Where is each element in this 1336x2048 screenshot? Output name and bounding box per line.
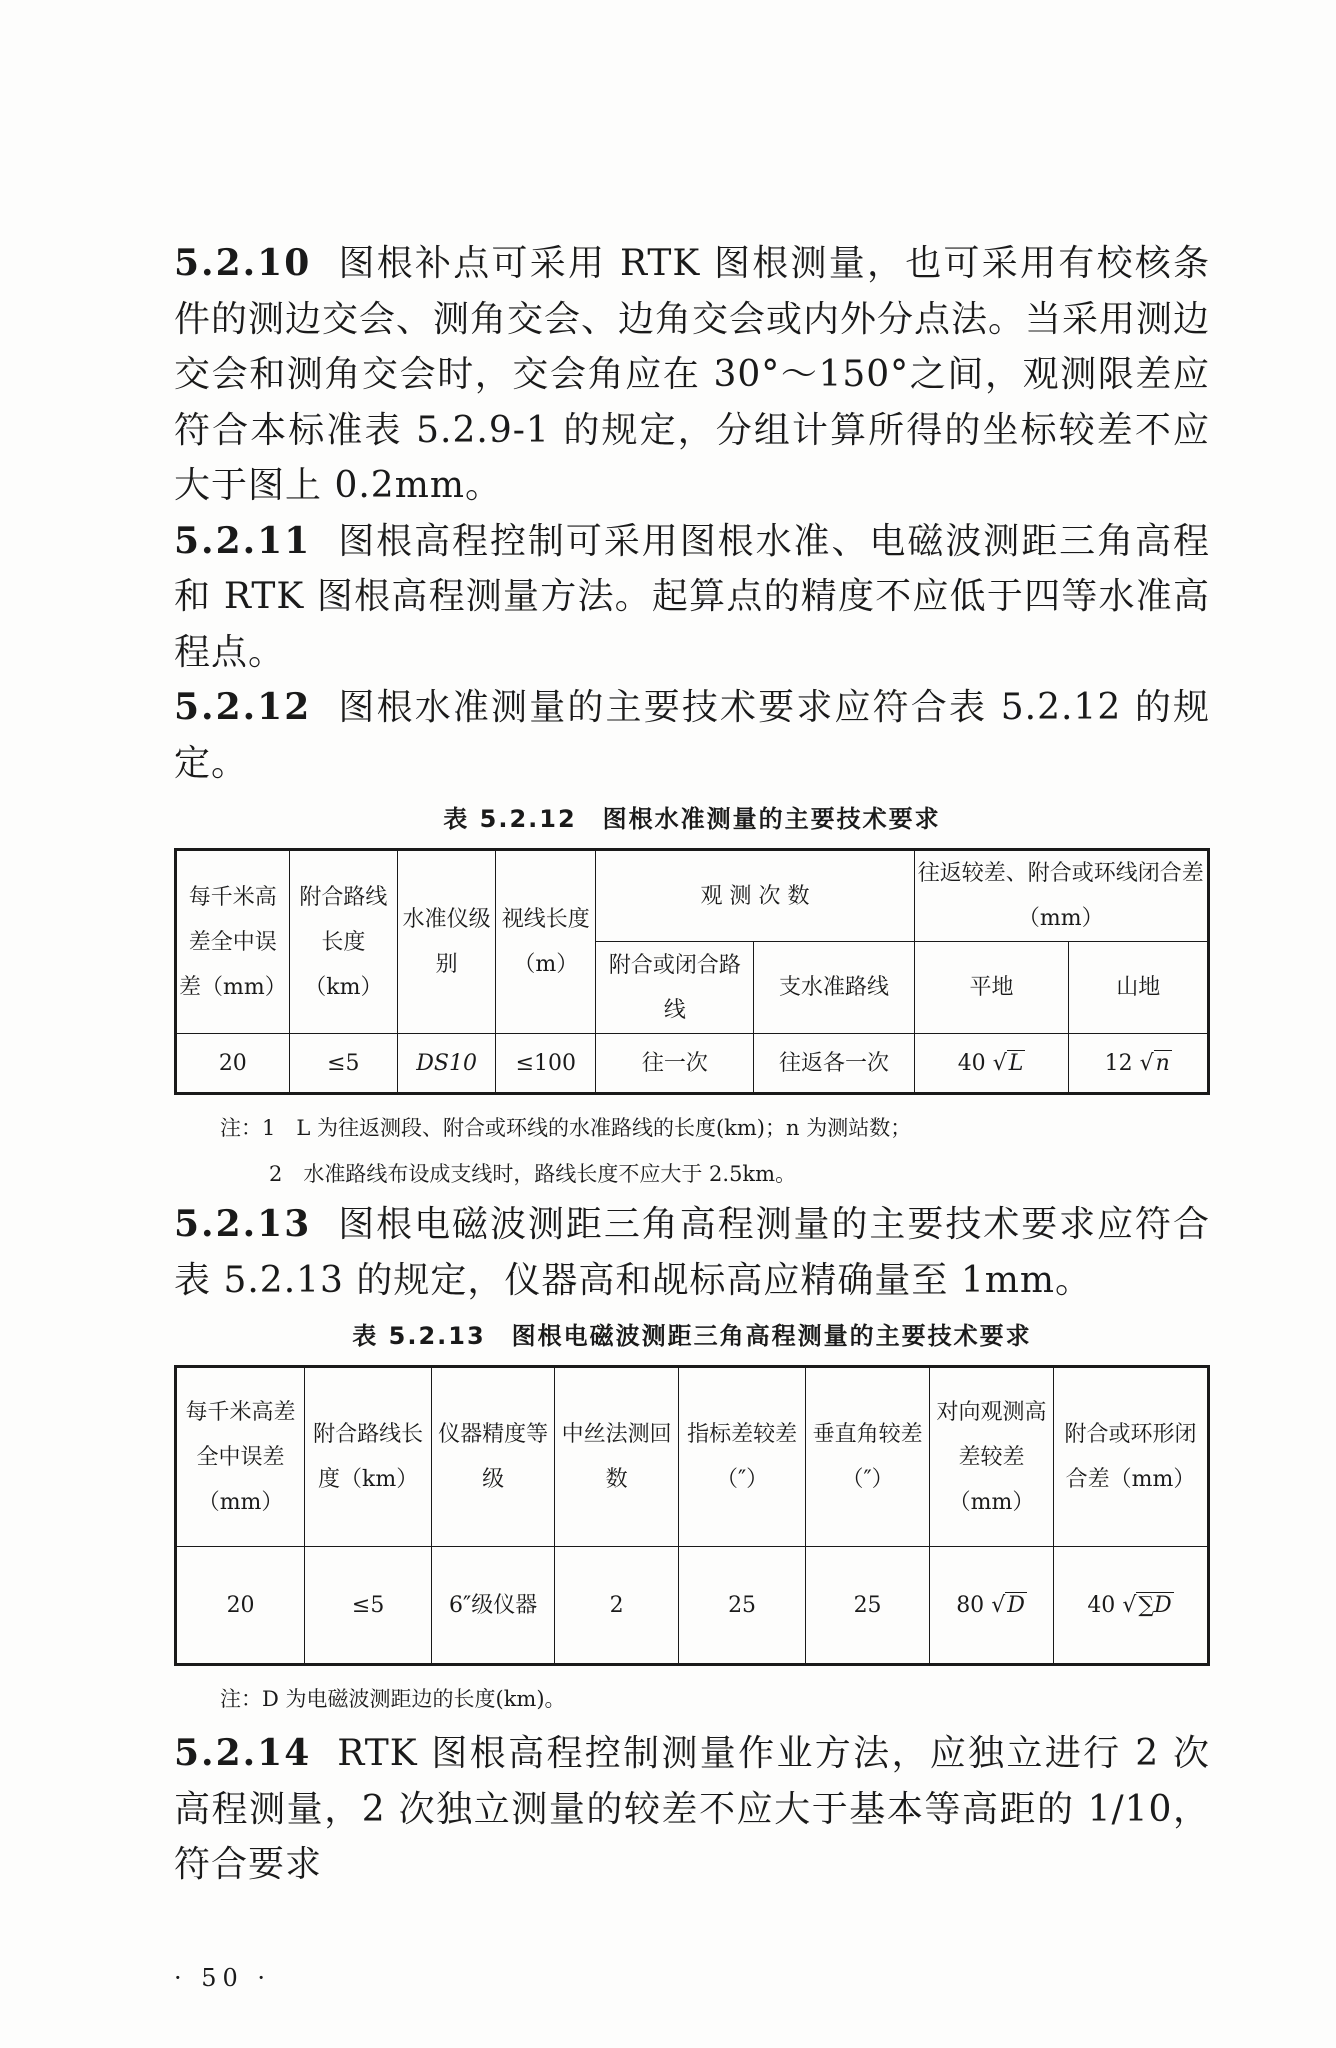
table-note-1 <box>174 1105 1210 1151</box>
header-loop-closure: 附合或环形闭合差（mm） <box>1054 1367 1209 1547</box>
formula-coefficient: 40 <box>957 1050 986 1076</box>
table-cell: 6″级仪器 <box>432 1547 555 1665</box>
table-cell: 25 <box>806 1547 930 1665</box>
header-branch-route: 支水准路线 <box>754 942 914 1034</box>
clause-5-2-13 <box>174 1197 1210 1308</box>
formula-variable: n <box>1155 1050 1170 1076</box>
clause-5-2-12 <box>174 680 1210 791</box>
header-closed-route: 附合或闭合路线 <box>596 942 754 1034</box>
sqrt-symbol: √L <box>992 1050 1024 1076</box>
mountain-formula <box>1069 1034 1209 1094</box>
header-error: 每千米高差全中误差（mm） <box>176 1367 305 1547</box>
opposite-formula <box>930 1547 1054 1665</box>
header-route-length: 附合路线长度（km） <box>289 850 397 1034</box>
table-cell: 往返各一次 <box>754 1034 914 1094</box>
clause-number: 5.2.12 <box>174 686 312 728</box>
formula-coefficient: 12 <box>1104 1050 1133 1076</box>
table-cell: ≤100 <box>496 1034 596 1094</box>
header-observation-count: 观 测 次 数 <box>596 850 914 942</box>
note-text: 1 L 为往返测段、附合或环线的水准路线的长度(km)；n 为测站数； <box>262 1116 912 1140</box>
formula-coefficient: 80 <box>956 1592 985 1618</box>
header-rounds: 中丝法测回数 <box>555 1367 679 1547</box>
table-cell: ≤5 <box>305 1547 432 1665</box>
table-note-2: 2 水准路线布设成支线时，路线长度不应大于 2.5km。 <box>269 1162 797 1186</box>
clause-number: 5.2.14 <box>174 1732 312 1774</box>
table-cell: 20 <box>176 1547 305 1665</box>
table-cell: DS10 <box>398 1034 496 1094</box>
trig-leveling-requirements-table <box>174 1365 1210 1666</box>
clause-5-2-10 <box>174 236 1210 514</box>
table-cell: 往一次 <box>596 1034 754 1094</box>
page-content <box>174 236 1210 1893</box>
clause-text: RTK 图根高程控制测量作业方法，应独立进行 2 次高程测量，2 次独立测量的较差不应大于基本等高距的 1/10，符合要求 <box>174 1733 1210 1885</box>
header-instrument-grade: 仪器精度等级 <box>432 1367 555 1547</box>
header-vertical-angle: 垂直角较差（″） <box>806 1367 930 1547</box>
sqrt-symbol: √∑D <box>1122 1592 1172 1618</box>
header-level-grade: 水准仪级别 <box>398 850 496 1034</box>
table-note: 注：D 为电磁波测距边的长度(km)。 <box>220 1687 566 1711</box>
header-error: 每千米高差全中误差（mm） <box>176 850 290 1034</box>
header-opposite-obs: 对向观测高差较差（mm） <box>930 1367 1054 1547</box>
header-closure-difference: 往返较差、附合或环线闭合差（mm） <box>914 850 1208 942</box>
clause-text: 图根补点可采用 RTK 图根测量，也可采用有校核条件的测边交会、测角交会、边角交会或内外分点法。当采用测边交会和测角交会时，交会角应在 30°～150°之间，观测限差应符合本标准表 5.2.9-1 的规定，分组计算所得的坐标较差不应大于图上 0.2mm。 <box>174 243 1211 506</box>
header-index-error: 指标差较差（″） <box>679 1367 806 1547</box>
page-number: · 50 · <box>174 1964 272 1992</box>
loop-formula <box>1054 1547 1209 1665</box>
formula-variable: D <box>1007 1592 1025 1618</box>
table-cell: ≤5 <box>289 1034 397 1094</box>
sqrt-symbol: √n <box>1139 1050 1170 1076</box>
clause-text: 图根水准测量的主要技术要求应符合表 5.2.12 的规定。 <box>174 687 1210 784</box>
formula-coefficient: 40 <box>1087 1592 1116 1618</box>
clause-text: 图根高程控制可采用图根水准、电磁波测距三角高程和 RTK 图根高程测量方法。起算点的精度不应低于四等水准高程点。 <box>174 520 1210 673</box>
table-cell: 25 <box>679 1547 806 1665</box>
table-caption: 表 5.2.12 图根水准测量的主要技术要求 <box>443 805 941 833</box>
flat-formula <box>914 1034 1069 1094</box>
clause-text: 图根电磁波测距三角高程测量的主要技术要求应符合表 5.2.13 的规定，仪器高和觇标高应精确量至 1mm。 <box>174 1204 1210 1301</box>
clause-5-2-11 <box>174 514 1210 681</box>
sqrt-symbol: √D <box>991 1592 1025 1618</box>
header-sight-length: 视线长度（m） <box>496 850 596 1034</box>
clause-number: 5.2.10 <box>174 242 312 284</box>
formula-variable: L <box>1008 1050 1024 1076</box>
table-cell: 20 <box>176 1034 290 1094</box>
clause-5-2-14 <box>174 1726 1210 1893</box>
header-mountain: 山地 <box>1069 942 1209 1034</box>
leveling-requirements-table <box>174 848 1210 1095</box>
table-caption: 表 5.2.13 图根电磁波测距三角高程测量的主要技术要求 <box>352 1322 1032 1350</box>
header-route-length: 附合路线长度（km） <box>305 1367 432 1547</box>
header-flat: 平地 <box>914 942 1069 1034</box>
note-label: 注： <box>220 1116 262 1140</box>
clause-number: 5.2.11 <box>174 519 312 562</box>
formula-variable: ∑D <box>1138 1592 1172 1618</box>
clause-number: 5.2.13 <box>174 1203 312 1245</box>
table-cell: 2 <box>555 1547 679 1665</box>
